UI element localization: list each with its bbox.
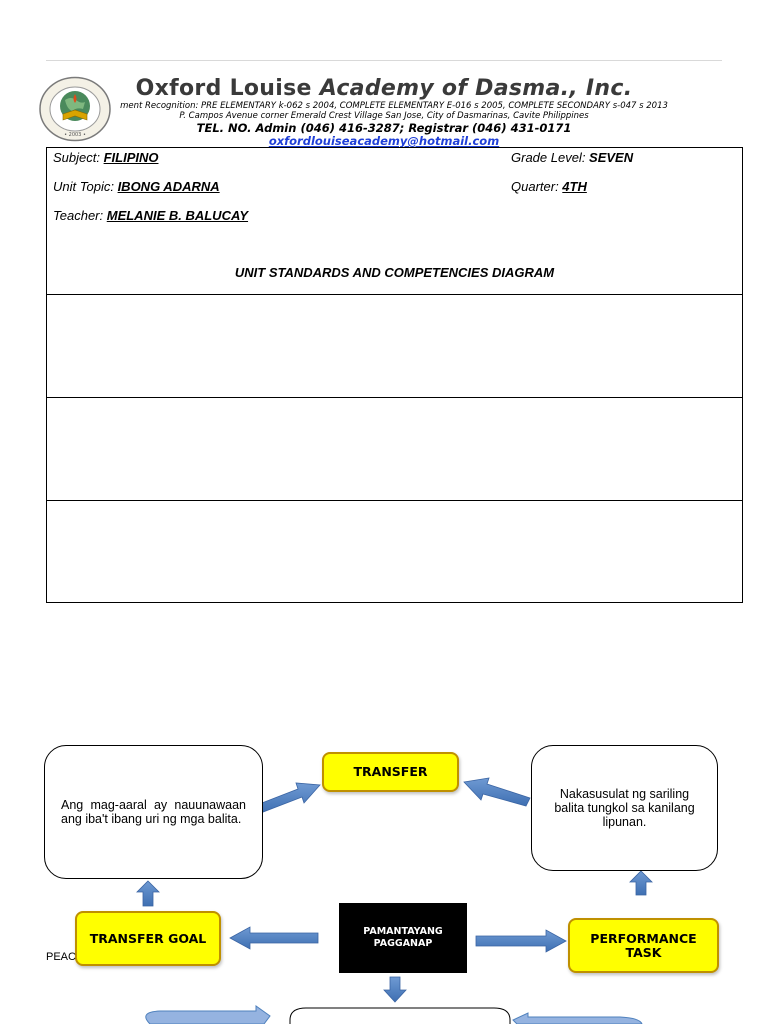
teacher-value: MELANIE B. BALUCAY (106, 208, 249, 223)
government-recognition: ment Recognition: PRE ELEMENTARY k-062 s 2004, COMPLETE ELEMENTARY E-016 s 2005, COMPLETE SECONDARY s-047 s 2013 (120, 101, 668, 111)
quarter-value: 4TH (562, 179, 587, 194)
teacher-label: Teacher: (53, 208, 107, 223)
output-text: Nakasusulat ng sariling balita tungkol sa kanilang lipunan. (554, 787, 695, 829)
transfer-goal-label: TRANSFER GOAL (89, 930, 207, 946)
telephone-numbers: TEL. NO. Admin (046) 416-3287; Registrar (046) 431-0171 (196, 121, 572, 135)
arrow-up-left (137, 881, 159, 906)
footer-peac-text: PEAC (46, 951, 76, 963)
output-box (531, 745, 718, 871)
arrow-to-transfer-goal (230, 927, 318, 949)
bottom-right-arrow-partial (513, 1013, 642, 1024)
diagram-title: UNIT STANDARDS AND COMPETENCIES DIAGRAM (234, 265, 555, 280)
transfer-goal-box (75, 911, 221, 966)
understanding-text: Ang mag-aaral ay nauunawaan ang iba't ibang uri ng mga balita. (61, 798, 246, 826)
arrow-to-transfer-right (464, 778, 530, 806)
subject-label: Subject: (53, 150, 104, 165)
arrow-to-transfer-left (254, 783, 320, 814)
performance-task-box (568, 918, 719, 973)
school-name: Oxford Louise Academy of Dasma., Inc. (135, 76, 633, 101)
bottom-left-arrow-partial (146, 1006, 270, 1024)
pamantayang-pagganap-label: PAMANTAYANG PAGGANAP (363, 926, 443, 949)
arrow-down-center (384, 977, 406, 1002)
performance-task-label: PERFORMANCE TASK (590, 930, 697, 960)
school-address: P. Campos Avenue corner Emerald Crest Village San Jose, City of Dasmarinas, Cavite Philippines (179, 111, 589, 121)
arrow-to-performance-task (476, 930, 566, 952)
transfer-label: TRANSFER (353, 764, 428, 779)
svg-text:• 2003 •: • 2003 • (64, 132, 86, 138)
subject-value: FILIPINO (103, 150, 159, 165)
grade-level-label: Grade Level: (511, 150, 590, 165)
unit-topic-label: Unit Topic: (53, 179, 118, 194)
unit-topic-value: IBONG ADARNA (117, 179, 220, 194)
arrow-up-right (630, 871, 652, 895)
quarter-label: Quarter: (511, 179, 563, 194)
email-link[interactable]: oxfordlouiseacademy@hotmail.com (268, 134, 500, 148)
transfer-box (322, 752, 459, 792)
bottom-center-box-partial (290, 1008, 510, 1024)
pamantayang-pagganap-box (339, 903, 467, 973)
grade-level-value: SEVEN (589, 150, 634, 165)
understanding-box (44, 745, 263, 879)
